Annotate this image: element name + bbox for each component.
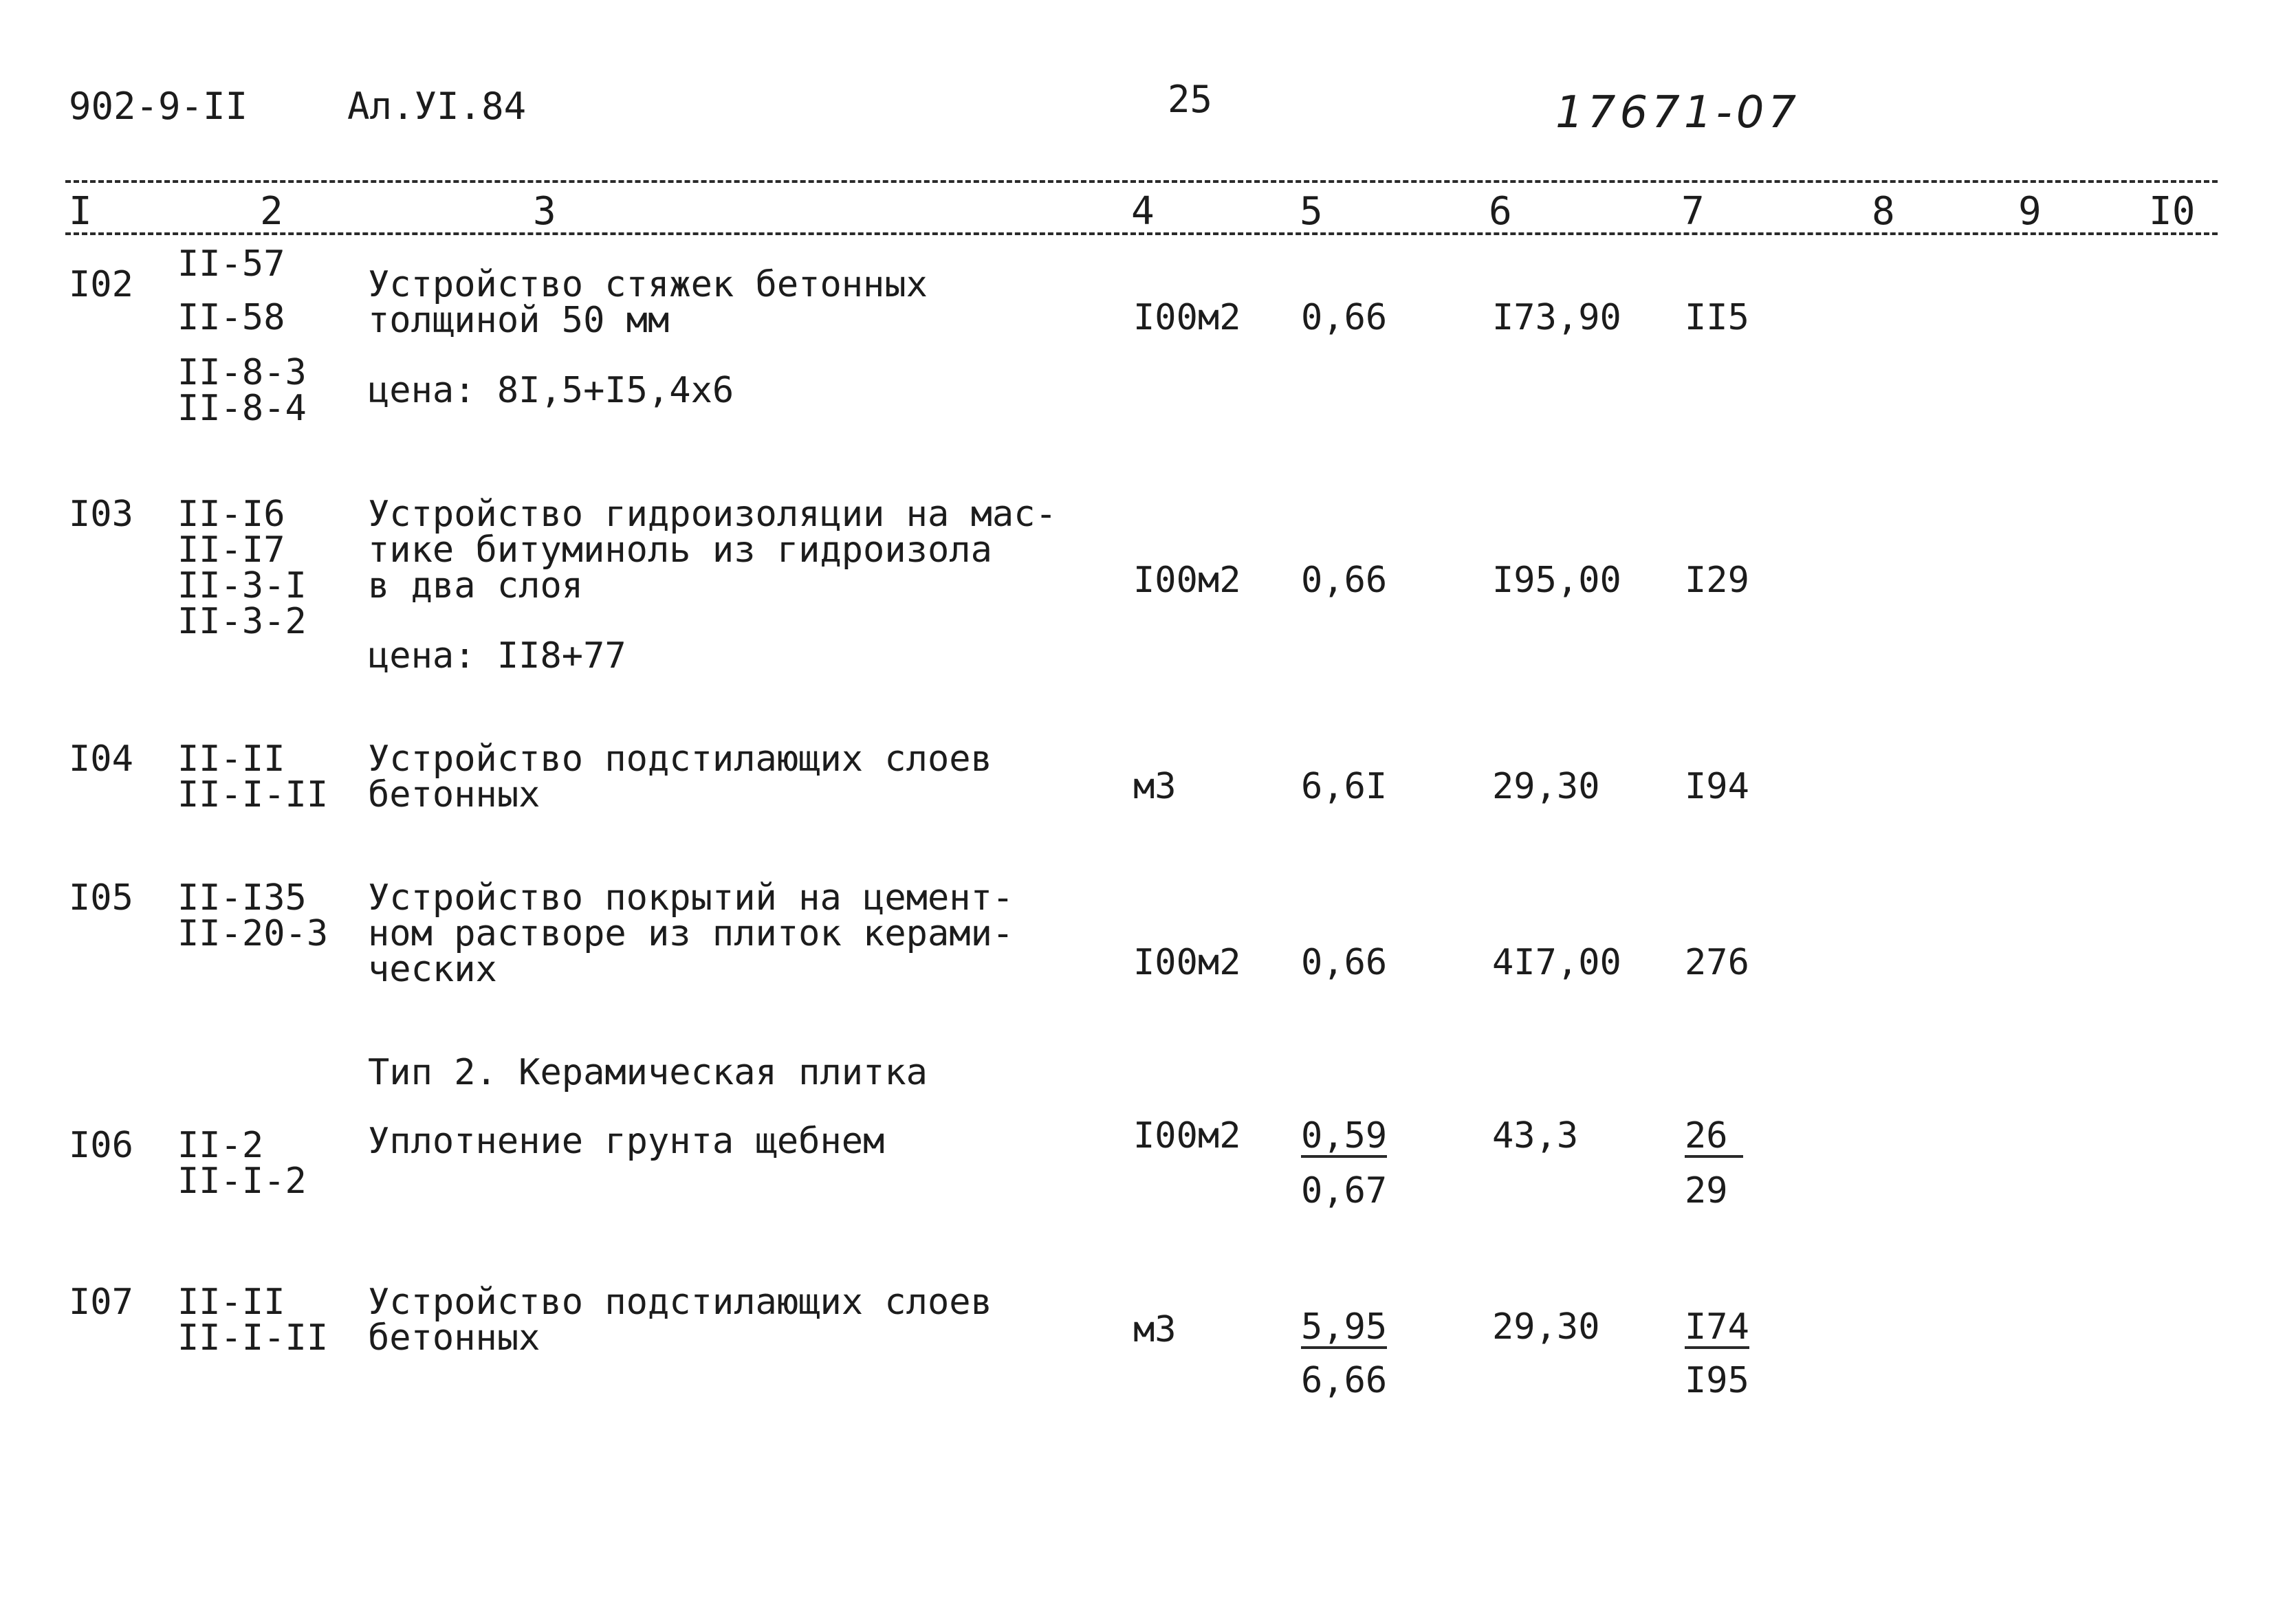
quantity-numerator: 0,59 <box>1301 1115 1388 1156</box>
album-code: Ал.УI.84 <box>347 85 527 128</box>
total-cost: II5 <box>1685 297 1749 338</box>
norm-code: II-II <box>177 1282 285 1323</box>
norm-code: II-20-3 <box>177 913 329 954</box>
column-number-1: I <box>69 189 92 234</box>
column-number-8: 8 <box>1872 189 1895 234</box>
norm-code: II-I-II <box>177 1317 329 1359</box>
norm-code: II-3-2 <box>177 601 307 642</box>
unit-price: 29,30 <box>1492 1306 1600 1348</box>
unit-price: I95,00 <box>1492 560 1621 601</box>
quantity-denominator: 6,66 <box>1301 1360 1388 1401</box>
header-bottom-rule <box>65 232 2218 235</box>
norm-code: II-3-I <box>177 565 307 606</box>
total-cost-numerator: 26 <box>1685 1118 1743 1158</box>
quantity-denominator: 0,67 <box>1301 1170 1388 1211</box>
work-description-line: бетонных <box>368 1317 540 1359</box>
price-note: цена: II8+77 <box>368 635 626 677</box>
work-description-line: ческих <box>368 949 497 990</box>
work-description-line: Устройство стяжек бетонных <box>368 264 928 305</box>
row-number: I07 <box>69 1282 133 1323</box>
norm-code: II-8-4 <box>177 388 307 429</box>
column-number-10: I0 <box>2149 189 2196 234</box>
work-description-line: ном растворе из плиток керами- <box>368 913 1014 954</box>
norm-code: II-I-2 <box>177 1161 307 1202</box>
column-number-9: 9 <box>2018 189 2042 234</box>
unit: м3 <box>1133 766 1177 807</box>
unit-price: 4I7,00 <box>1492 942 1621 983</box>
unit-price: 29,30 <box>1492 766 1600 807</box>
unit: I00м2 <box>1133 560 1241 601</box>
norm-code: II-57 <box>177 243 285 285</box>
price-note: цена: 8I,5+I5,4х6 <box>368 370 734 411</box>
row-number: I02 <box>69 264 133 305</box>
page-number: 25 <box>1168 78 1213 121</box>
column-number-2: 2 <box>260 189 283 234</box>
quantity: 0,66 <box>1301 560 1388 601</box>
work-description-line: Устройство гидроизоляции на мас- <box>368 494 1057 535</box>
norm-code: II-I6 <box>177 494 285 535</box>
work-description-line: в два слоя <box>368 565 584 606</box>
column-number-4: 4 <box>1131 189 1155 234</box>
total-cost-numerator: I74 <box>1685 1306 1749 1348</box>
total-cost: I94 <box>1685 766 1749 807</box>
work-description-line: толщиной 50 мм <box>368 300 670 341</box>
header-top-rule <box>65 180 2218 183</box>
norm-code: II-58 <box>177 297 285 338</box>
work-description-line: Устройство подстилающих слоев <box>368 738 992 780</box>
quantity: 0,66 <box>1301 297 1388 338</box>
column-number-5: 5 <box>1300 189 1323 234</box>
row-number: I06 <box>69 1125 133 1166</box>
work-description-line: бетонных <box>368 774 540 815</box>
unit: I00м2 <box>1133 1115 1241 1156</box>
quantity: 6,6I <box>1301 766 1388 807</box>
norm-code: II-I35 <box>177 877 307 919</box>
row-number: I05 <box>69 877 133 919</box>
unit-price: I73,90 <box>1492 297 1621 338</box>
row-number: I04 <box>69 738 133 780</box>
unit: I00м2 <box>1133 942 1241 983</box>
column-number-3: 3 <box>533 189 556 234</box>
section-title: Тип 2. Керамическая плитка <box>368 1052 928 1093</box>
unit: I00м2 <box>1133 297 1241 338</box>
norm-code: II-8-3 <box>177 352 307 393</box>
work-description-line: тике битуминоль из гидроизола <box>368 529 992 571</box>
row-number: I03 <box>69 494 133 535</box>
norm-code: II-2 <box>177 1125 264 1166</box>
quantity: 0,66 <box>1301 942 1388 983</box>
norm-code: II-I7 <box>177 529 285 571</box>
work-description-line: Уплотнение грунта щебнем <box>368 1121 885 1162</box>
handwritten-inventory-number: 17671-07 <box>1555 87 1801 138</box>
total-cost-denominator: I95 <box>1685 1360 1749 1401</box>
total-cost-denominator: 29 <box>1685 1170 1728 1211</box>
work-description-line: Устройство покрытий на цемент- <box>368 877 1014 919</box>
norm-code: II-II <box>177 738 285 780</box>
column-number-7: 7 <box>1681 189 1705 234</box>
work-description-line: Устройство подстилающих слоев <box>368 1282 992 1323</box>
quantity-numerator: 5,95 <box>1301 1306 1388 1348</box>
unit: м3 <box>1133 1309 1177 1350</box>
document-code: 902-9-II <box>69 85 248 128</box>
norm-code: II-I-II <box>177 774 329 815</box>
total-cost: 276 <box>1685 942 1749 983</box>
unit-price: 43,3 <box>1492 1115 1579 1156</box>
column-number-6: 6 <box>1489 189 1512 234</box>
total-cost: I29 <box>1685 560 1749 601</box>
